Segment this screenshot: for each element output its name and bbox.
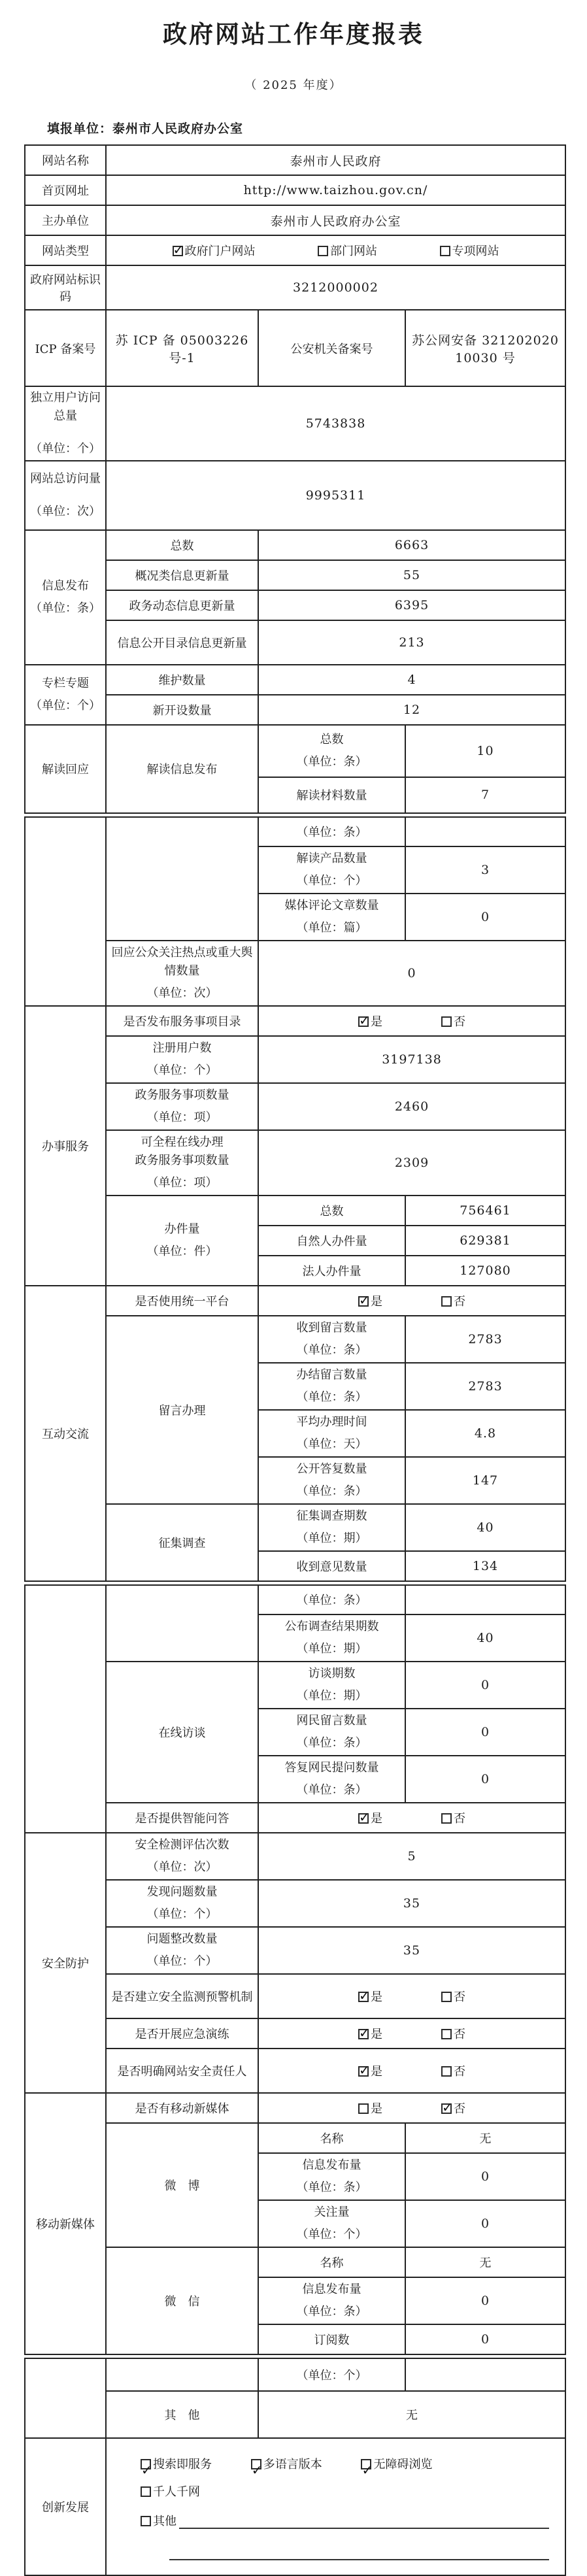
cell-interpret-category-continuation [25, 817, 106, 1006]
cell-survey-label: 征集调查 [106, 1504, 258, 1581]
cell-survey-results-label: 公布调查结果期数 （单位：期） [258, 1614, 405, 1662]
cell-interpret-materials-value: 7 [405, 777, 565, 813]
checkbox-icon [441, 1016, 452, 1027]
cell-info-pub-catalog-value: 213 [258, 620, 565, 665]
cell-interview-netizen-msgs-value: 0 [405, 1709, 565, 1756]
cell-wechat-subs-label: 订阅数 [258, 2324, 405, 2354]
cell-mobile-category: 移动新媒体 [25, 2093, 106, 2354]
cell-security-drill-options [258, 2018, 565, 2049]
cell-messages-avg-time-label: 平均办理时间 （单位：天） [258, 1410, 405, 1457]
table-row [25, 695, 565, 725]
cell-security-warning-label: 是否建立安全监测预警机制 [106, 1974, 258, 2018]
cell-service-volume-label: 办件量 （单位：件） [106, 1196, 258, 1286]
table-row [25, 1662, 565, 1709]
cell-survey-periods-label: 征集调查期数 （单位：期） [258, 1504, 405, 1551]
cell-wechat-label: 微 信 [106, 2247, 258, 2354]
cell-security-fixed-value: 35 [258, 1927, 565, 1974]
cell-service-catalog-pub-options [258, 1006, 565, 1036]
cell-messages-done-label: 办结留言数量 （单位：条） [258, 1363, 405, 1410]
table-row [25, 2018, 565, 2049]
cell-site-name-value: 泰州市人民政府 [106, 145, 565, 175]
cell-volume-legal-label: 法人办件量 [258, 1256, 405, 1286]
cell-organizer-value: 泰州市人民政府办公室 [106, 205, 565, 235]
site-type-option-special: 专项网站 [440, 242, 499, 259]
cell-wechat-subs-value-continuation [405, 2358, 565, 2391]
cell-interpret-category: 解读回应 [25, 725, 106, 813]
table-row [25, 205, 565, 235]
table-row [25, 2093, 565, 2123]
no-option: 否 [441, 2025, 465, 2042]
cell-mobile-has-label: 是否有移动新媒体 [106, 2093, 258, 2123]
cell-messages-avg-time-value: 4.8 [405, 1410, 565, 1457]
checkbox-icon [441, 2103, 452, 2114]
cell-columns-maintain-label: 维护数量 [106, 665, 258, 695]
cell-messages-replies-label: 公开答复数量 （单位：条） [258, 1457, 405, 1504]
cell-weibo-name-label: 名称 [258, 2123, 405, 2153]
cell-interview-episodes-label: 访谈期数 （单位：期） [258, 1662, 405, 1709]
table-row [25, 175, 565, 205]
cell-columns-new-value: 12 [258, 695, 565, 725]
cell-interpret-materials-unit-continuation: （单位：条） [258, 817, 405, 846]
checkbox-icon [141, 2516, 151, 2526]
cell-info-pub-total-label: 总数 [106, 530, 258, 560]
cell-interpret-media-label: 媒体评论文章数量 （单位：篇） [258, 894, 405, 941]
checkbox-icon [358, 1296, 369, 1307]
table-row [25, 1927, 565, 1974]
checkbox-icon [318, 246, 328, 256]
cell-mobile-other-value: 无 [258, 2391, 565, 2438]
checkbox-icon [441, 1296, 452, 1307]
checkbox-icon [251, 2459, 261, 2469]
table-row [25, 265, 565, 310]
yes-option: ✓ 是 [358, 2025, 382, 2042]
no-option: 否 [441, 2062, 465, 2079]
table-row [25, 1880, 565, 1927]
no-option: 否 [441, 1012, 465, 1029]
cell-service-reg-users-value: 3197138 [258, 1036, 565, 1083]
cell-interpret-products-value: 3 [405, 846, 565, 894]
table-row [25, 235, 565, 265]
cell-survey-results-value: 40 [405, 1614, 565, 1662]
cell-service-online-items-value: 2309 [258, 1130, 565, 1196]
cell-security-warning-options [258, 1974, 565, 2018]
checkbox-icon [441, 1813, 452, 1824]
report-table-page-1 [24, 144, 566, 814]
cell-interact-category-continuation [25, 1585, 106, 1833]
table-row [25, 530, 565, 560]
cell-weibo-posts-label: 信息发布量 （单位：条） [258, 2153, 405, 2200]
table-row [25, 665, 565, 695]
cell-interview-answers-label: 答复网民提问数量 （单位：条） [258, 1756, 405, 1803]
no-option: 否 [441, 1809, 465, 1826]
cell-service-items-label: 政务服务事项数量 （单位：项） [106, 1083, 258, 1130]
innovation-option-list [141, 2451, 556, 2505]
cell-info-pub-overview-label: 概况类信息更新量 [106, 560, 258, 590]
checkbox-icon [141, 2486, 151, 2497]
cell-special-columns-category: 专栏专题 （单位：个） [25, 665, 106, 725]
cell-icp-label: ICP 备案号 [25, 310, 106, 386]
cell-home-url-value: http://www.taizhou.gov.cn/ [106, 175, 565, 205]
yes-option: ✓ 是 [358, 2062, 382, 2079]
report-table-page-2 [24, 816, 566, 1582]
cell-service-category: 办事服务 [25, 1006, 106, 1286]
cell-site-name-label: 网站名称 [25, 145, 106, 175]
cell-icp-value: 苏 ICP 备 05003226 号-1 [106, 310, 258, 386]
table-row [25, 1130, 565, 1196]
checkbox-icon [173, 246, 183, 256]
no-option: ✓ 否 [441, 2099, 465, 2116]
table-row [25, 1833, 565, 1880]
cell-total-visits-label: 网站总访问量 （单位：次） [25, 461, 106, 530]
cell-security-owner-options [258, 2049, 565, 2093]
cell-wechat-subs-value: 0 [405, 2324, 565, 2354]
cell-smart-qa-label: 是否提供智能问答 [106, 1803, 258, 1833]
cell-security-fixed-label: 问题整改数量 （单位：个） [106, 1927, 258, 1974]
cell-interpret-total-value: 10 [405, 725, 565, 777]
cell-volume-total-value: 756461 [405, 1196, 565, 1226]
cell-interview-episodes-value: 0 [405, 1662, 565, 1709]
report-table-page-3 [24, 1584, 566, 2355]
cell-messages-received-value: 2783 [405, 1316, 565, 1363]
table-row [25, 1196, 565, 1226]
yes-option: ✓ 是 [358, 1809, 382, 1826]
table-row [25, 1585, 565, 1614]
table-row [25, 1316, 565, 1363]
cell-interview-answers-value: 0 [405, 1756, 565, 1803]
checkbox-icon [358, 1992, 369, 2002]
yes-option: ✓ 是 [358, 1012, 382, 1029]
cell-police-record-label: 公安机关备案号 [258, 310, 405, 386]
cell-weibo-followers-label: 关注量 （单位：个） [258, 2200, 405, 2247]
cell-site-type-options [106, 235, 565, 265]
table-row [25, 2247, 565, 2277]
cell-security-checks-label: 安全检测评估次数 （单位：次） [106, 1833, 258, 1880]
cell-innovation-options [106, 2438, 565, 2575]
cell-innovation-category: 创新发展 [25, 2438, 106, 2575]
cell-info-pub-category: 信息发布 （单位：条） [25, 530, 106, 665]
cell-site-code-label: 政府网站标识码 [25, 265, 106, 310]
cell-organizer-label: 主办单位 [25, 205, 106, 235]
cell-interpret-pub-label: 解读信息发布 [106, 725, 258, 813]
cell-mobile-category-continuation [25, 2358, 106, 2438]
checkbox-icon [441, 1992, 452, 2002]
table-row [25, 817, 565, 846]
yes-option: ✓ 是 [358, 1988, 382, 2005]
table-row [25, 1006, 565, 1036]
cell-interpret-total-label: 总数 （单位：条） [258, 725, 405, 777]
cell-interpret-hotspot-value: 0 [258, 941, 565, 1006]
cell-interact-unified-label: 是否使用统一平台 [106, 1286, 258, 1316]
filler-label: 填报单位： [47, 122, 113, 136]
checkbox-icon [358, 2066, 369, 2077]
cell-total-visits-value: 9995311 [106, 461, 565, 530]
cell-site-code-value: 3212000002 [106, 265, 565, 310]
cell-weibo-followers-value: 0 [405, 2200, 565, 2247]
innovation-other-line [141, 2512, 556, 2529]
cell-survey-opinions-value: 134 [405, 1551, 565, 1581]
cell-messages-replies-value: 147 [405, 1457, 565, 1504]
cell-security-category: 安全防护 [25, 1833, 106, 2093]
table-row [25, 590, 565, 620]
cell-mobile-other-label: 其 他 [106, 2391, 258, 2438]
cell-interpret-materials-value-continuation [405, 817, 565, 846]
cell-survey-opinions-value-continuation [405, 1585, 565, 1614]
table-row [25, 145, 565, 175]
innovation-option-search: ✓搜索即服务 [141, 2458, 212, 2471]
checkbox-icon [358, 1813, 369, 1824]
cell-volume-total-label: 总数 [258, 1196, 405, 1226]
checkbox-icon [358, 2029, 369, 2039]
cell-weibo-posts-value: 0 [405, 2153, 565, 2200]
cell-info-pub-dynamic-label: 政务动态信息更新量 [106, 590, 258, 620]
cell-volume-natural-label: 自然人办件量 [258, 1226, 405, 1256]
table-row [25, 2049, 565, 2093]
checkbox-icon [141, 2459, 151, 2469]
innovation-option-other: 其他 [141, 2512, 176, 2529]
checkbox-icon [441, 2066, 452, 2077]
cell-volume-legal-value: 127080 [405, 1256, 565, 1286]
cell-info-pub-total-value: 6663 [258, 530, 565, 560]
report-table-page-4 [24, 2358, 566, 2576]
cell-weibo-name-value: 无 [405, 2123, 565, 2153]
table-row [25, 2123, 565, 2153]
cell-site-type-label: 网站类型 [25, 235, 106, 265]
cell-survey-opinions-unit-continuation: （单位：条） [258, 1585, 405, 1614]
table-row [25, 1504, 565, 1551]
cell-wechat-name-value: 无 [405, 2247, 565, 2277]
checkbox-icon [358, 2103, 369, 2114]
cell-info-pub-overview-value: 55 [258, 560, 565, 590]
innovation-option-qianren: 千人千网 [141, 2485, 200, 2499]
cell-interview-label: 在线访谈 [106, 1662, 258, 1803]
cell-survey-periods-value: 40 [405, 1504, 565, 1551]
no-option: 否 [441, 1988, 465, 2005]
cell-unique-visitors-value: 5743838 [106, 386, 565, 461]
cell-interact-unified-options [258, 1286, 565, 1316]
cell-service-reg-users-label: 注册用户数 （单位：个） [106, 1036, 258, 1083]
cell-wechat-posts-label: 信息发布量 （单位：条） [258, 2277, 405, 2324]
fill-in-blank-line [169, 2546, 549, 2560]
cell-interpret-products-label: 解读产品数量 （单位：个） [258, 846, 405, 894]
table-row [25, 1286, 565, 1316]
cell-columns-maintain-value: 4 [258, 665, 565, 695]
table-row [25, 1974, 565, 2018]
table-row [25, 725, 565, 777]
cell-messages-received-label: 收到留言数量 （单位：条） [258, 1316, 405, 1363]
site-type-option-portal: ✓ 政府门户网站 [173, 242, 256, 259]
cell-unique-visitors-label: 独立用户访问总量 （单位：个） [25, 386, 106, 461]
cell-volume-natural-value: 629381 [405, 1226, 565, 1256]
cell-wechat-label-continuation [106, 2358, 258, 2391]
table-row [25, 1036, 565, 1083]
yes-option: 是 [358, 2099, 382, 2116]
cell-service-online-items-label: 可全程在线办理 政务服务事项数量 （单位：项） [106, 1130, 258, 1196]
checkbox-icon [358, 1016, 369, 1027]
cell-interview-netizen-msgs-label: 网民留言数量 （单位：条） [258, 1709, 405, 1756]
document-year-subtitle: （ 2025 年度） [244, 78, 343, 92]
cell-security-owner-label: 是否明确网站安全责任人 [106, 2049, 258, 2093]
cell-mobile-has-options [258, 2093, 565, 2123]
table-row [25, 1083, 565, 1130]
cell-interpret-materials-label: 解读材料数量 [258, 777, 405, 813]
cell-smart-qa-options [258, 1803, 565, 1833]
cell-police-record-value: 苏公网安备 32120202010030 号 [405, 310, 565, 386]
cell-wechat-subs-unit-continuation: （单位：个） [258, 2358, 405, 2391]
cell-security-problems-label: 发现问题数量 （单位：个） [106, 1880, 258, 1927]
cell-info-pub-catalog-label: 信息公开目录信息更新量 [106, 620, 258, 665]
table-row [25, 560, 565, 590]
cell-wechat-name-label: 名称 [258, 2247, 405, 2277]
no-option: 否 [441, 1292, 465, 1309]
document-title: 政府网站工作年度报表 [163, 20, 424, 48]
cell-wechat-posts-value: 0 [405, 2277, 565, 2324]
cell-security-checks-value: 5 [258, 1833, 565, 1880]
table-row [25, 620, 565, 665]
cell-messages-done-value: 2783 [405, 1363, 565, 1410]
filler-value: 泰州市人民政府办公室 [112, 122, 244, 136]
cell-service-catalog-pub-label: 是否发布服务事项目录 [106, 1006, 258, 1036]
cell-columns-new-label: 新开设数量 [106, 695, 258, 725]
cell-home-url-label: 首页网址 [25, 175, 106, 205]
table-row [25, 386, 565, 461]
checkbox-icon [361, 2459, 371, 2469]
cell-service-items-value: 2460 [258, 1083, 565, 1130]
innovation-option-multilang: ✓ 多语言版本 [251, 2458, 322, 2471]
fill-in-blank-line [179, 2515, 549, 2529]
table-row [25, 941, 565, 1006]
table-row [25, 2438, 565, 2575]
cell-interpret-pub-continuation [106, 817, 258, 941]
site-type-option-department: 部门网站 [318, 242, 377, 259]
table-row [25, 310, 565, 386]
cell-messages-label: 留言办理 [106, 1316, 258, 1504]
table-row [25, 2391, 565, 2438]
table-row [25, 2358, 565, 2391]
table-row [25, 461, 565, 530]
cell-info-pub-dynamic-value: 6395 [258, 590, 565, 620]
cell-security-problems-value: 35 [258, 1880, 565, 1927]
checkbox-icon [441, 2029, 452, 2039]
cell-interpret-hotspot-label: 回应公众关注热点或重大舆情数量 （单位：次） [106, 941, 258, 1006]
cell-interpret-media-value: 0 [405, 894, 565, 941]
cell-survey-opinions-label: 收到意见数量 [258, 1551, 405, 1581]
yes-option: ✓ 是 [358, 1292, 382, 1309]
cell-weibo-label: 微 博 [106, 2123, 258, 2247]
table-row [25, 1803, 565, 1833]
cell-security-drill-label: 是否开展应急演练 [106, 2018, 258, 2049]
cell-survey-label-continuation [106, 1585, 258, 1662]
innovation-option-accessibility: ✓ 无障碍浏览 [361, 2458, 432, 2471]
filler-unit-line [47, 119, 587, 137]
cell-interact-category: 互动交流 [25, 1286, 106, 1581]
checkbox-icon [440, 246, 450, 256]
